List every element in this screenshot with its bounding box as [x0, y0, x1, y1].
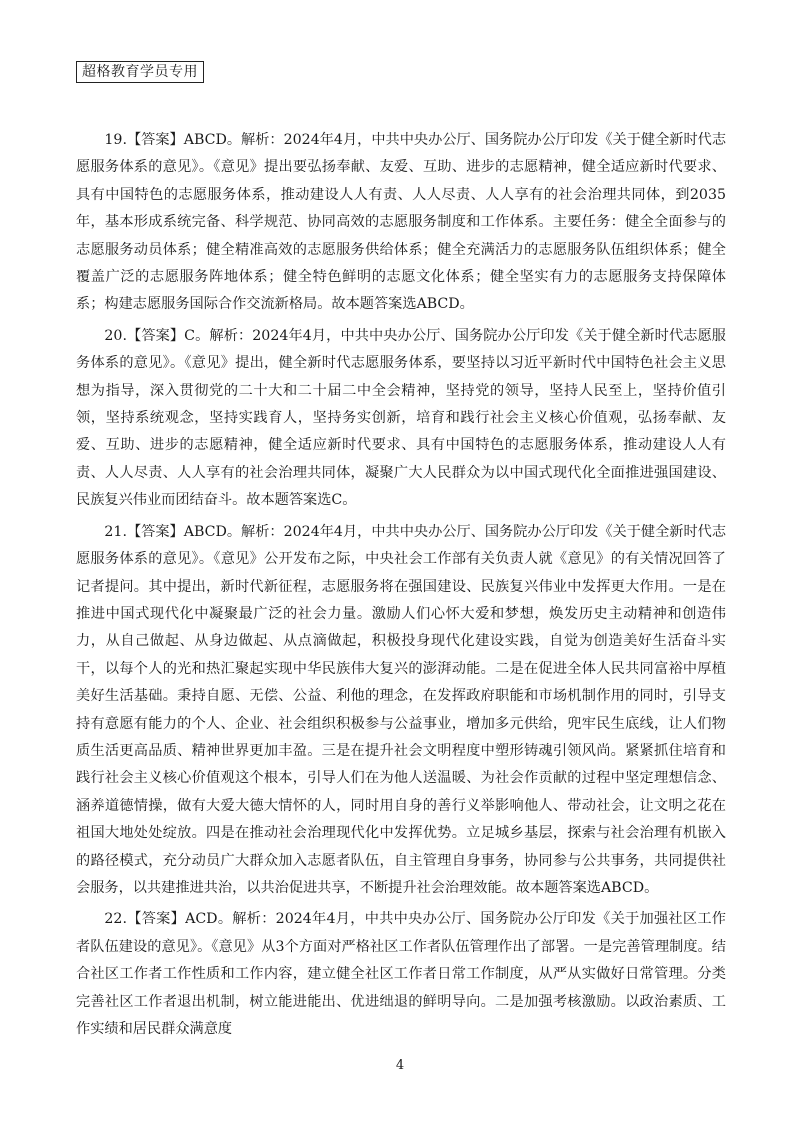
header-stamp: 超格教育学员专用 [76, 61, 204, 83]
answer-21: 21.【答案】ABCD。解析：2024年4月，中共中央办公厅、国务院办公厅印发《关于健全新时代志愿服务体系的意见》。《意见》公开发布之际，中央社会工作部有关负责人就《意见》的有关情况回答了记者提问。其中提出，新时代新征程，志愿服务将在强国建设、民族复兴伟业中发挥更大作用。一是在推进中国式现代化中凝聚最广泛的社会力量。激励人们心怀大爱和梦想，焕发历史主动精神和创造伟力，从自己做起、从身边做起、从点滴做起，积极投身现代化建设实践，自觉为创造美好生活奋斗实干，以每个人的光和热汇聚起实现中华民族伟大复兴的澎湃动能。二是在促进全体人民共同富裕中厚植美好生活基础。秉持自愿、无偿、公益、利他的理念，在发挥政府职能和市场机制作用的同时，引导支持有意愿有能力的个人、企业、社会组织积极参与公益事业，增加多元供给，兜牢民生底线，让人们物质生活更高品质、精神世界更加丰盈。三是在提升社会文明程度中塑形铸魂引领风尚。紧紧抓住培育和践行社会主义核心价值观这个根本，引导人们在为他人送温暖、为社会作贡献的过程中坚定理想信念、涵养道德情操，做有大爱大德大情怀的人，同时用自身的善行义举影响他人、带动社会，让文明之花在祖国大地处处绽放。四是在推动社会治理现代化中发挥优势。立足城乡基层，探索与社会治理有机嵌入的路径模式，充分动员广大群众加入志愿者队伍，自主管理自身事务，协同参与公共事务，共同提供社会服务，以共建推进共治，以共治促进共享，不断提升社会治理效能。故本题答案选ABCD。 [76, 523, 727, 896]
answer-20: 20.【答案】C。解析：2024年4月，中共中央办公厅、国务院办公厅印发《关于健全新时代志愿服务体系的意见》。《意见》提出，健全新时代志愿服务体系，要坚持以习近平新时代中国特色社会主义思想为指导，深入贯彻党的二十大和二十届二中全会精神，坚持党的领导，坚持人民至上，坚持价值引领，坚持系统观念，坚持实践育人，坚持务实创新，培育和践行社会主义核心价值观，弘扬奉献、友爱、互助、进步的志愿精神，健全适应新时代要求、具有中国特色的志愿服务体系，推动建设人人有责、人人尽责、人人享有的社会治理共同体，凝聚广大人民群众为以中国式现代化全面推进强国建设、民族复兴伟业而团结奋斗。故本题答案选C。 [76, 327, 726, 509]
page-number: 4 [395, 1058, 405, 1073]
answer-section [76, 127, 726, 1047]
answer-19: 19.【答案】ABCD。解析：2024年4月，中共中央办公厅、国务院办公厅印发《关于健全新时代志愿服务体系的意见》。《意见》提出要弘扬奉献、友爱、互助、进步的志愿精神，健全适应新时代要求、具有中国特色的志愿服务体系，推动建设人人有责、人人尽责、人人享有的社会治理共同体，到2035年，基本形成系统完备、科学规范、协同高效的志愿服务制度和工作体系。主要任务：健全全面参与的志愿服务动员体系；健全精准高效的志愿服务供给体系；健全充满活力的志愿服务队伍组织体系；健全覆盖广泛的志愿服务阵地体系；健全特色鲜明的志愿文化体系；健全坚实有力的志愿服务支持保障体系；构建志愿服务国际合作交流新格局。故本题答案选ABCD。 [76, 132, 727, 313]
answer-22: 22.【答案】ACD。解析：2024年4月，中共中央办公厅、国务院办公厅印发《关于加强社区工作者队伍建设的意见》。《意见》从3个方面对严格社区工作者队伍管理作出了部署。一是完善管理制度。结合社区工作者工作性质和工作内容，建立健全社区工作者日常工作制度，从严从实做好日常管理。分类完善社区工作者退出机制，树立能进能出、优进绌退的鲜明导向。二是加强考核激励。以政治素质、工作实绩和居民群众满意度 [76, 911, 726, 1037]
